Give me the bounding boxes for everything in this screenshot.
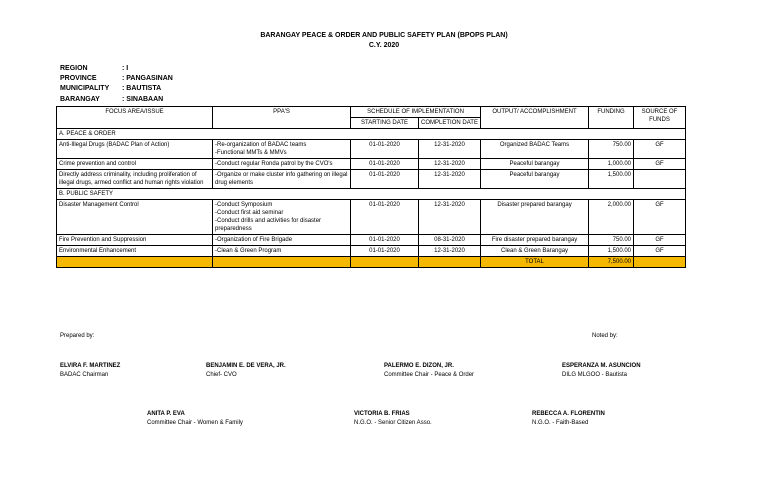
plan-table [56, 106, 686, 268]
signatory [384, 362, 474, 380]
total-label: TOTAL [481, 257, 589, 268]
funding-cell: 750.00 [589, 235, 634, 246]
total-value: 7,500.00 [589, 257, 634, 268]
signatory-name: ANITA P. EVA [147, 411, 185, 417]
completion-date-cell: 12-31-2020 [419, 246, 481, 257]
output-cell: Fire disaster prepared barangay [481, 235, 589, 246]
ppas-cell [213, 140, 351, 159]
ppa-line: -Conduct first aid seminar [215, 210, 284, 216]
signatory-role: Chief- CVO [206, 372, 237, 378]
focus-cell: Fire Prevention and Suppression [57, 235, 213, 246]
section-row-b [57, 189, 686, 200]
funding-cell: 1,500.00 [589, 246, 634, 257]
total-empty-cell [419, 257, 481, 268]
output-cell: Clean & Green Barangay [481, 246, 589, 257]
completion-date-cell: 12-31-2020 [419, 159, 481, 170]
completion-date-cell: 08-31-2020 [419, 235, 481, 246]
header-completion: COMPLETION DATE [419, 118, 481, 129]
signatory-name: BENJAMIN E. DE VERA, JR. [206, 363, 286, 369]
info-label: MUNICIPALITY [60, 85, 110, 92]
signatory [562, 362, 641, 380]
section-b-label: B. PUBLIC SAFETY [57, 189, 686, 200]
total-empty-cell [351, 257, 419, 268]
ppa-line: -Conduct regular Ronda patrol by the CVO's [215, 161, 333, 167]
total-empty-cell [634, 257, 686, 268]
source-cell: GF [634, 235, 686, 246]
ppas-cell [213, 246, 351, 257]
source-cell: GF [634, 246, 686, 257]
signatory-name: VICTORIA B. FRIAS [354, 411, 410, 417]
prepared-by-label: Prepared by: [60, 333, 95, 339]
source-cell: GF [634, 200, 686, 235]
signatory-name: REBECCA A. FLORENTIN [532, 411, 605, 417]
completion-date-cell: 12-31-2020 [419, 170, 481, 189]
signatory [60, 362, 120, 380]
info-value: : SINABAAN [122, 96, 164, 103]
header-source: SOURCE OF FUNDS [634, 107, 686, 129]
info-value: : PANGASINAN [122, 75, 173, 82]
focus-cell: Anti-Illegal Drugs (BADAC Plan of Action) [57, 140, 213, 159]
document-year: C.Y. 2020 [368, 42, 400, 49]
ppa-line: -Conduct drills and activities for disaster preparedness [215, 218, 322, 232]
table-row [57, 235, 686, 246]
output-cell: Organized BADAC Teams [481, 140, 589, 159]
info-region [60, 65, 128, 72]
start-date-cell: 01-01-2020 [351, 140, 419, 159]
signatory-role: DILG MLGOO - Bautista [562, 372, 628, 378]
table-header-row [57, 107, 686, 118]
funding-cell: 2,000.00 [589, 200, 634, 235]
source-cell: GF [634, 140, 686, 159]
ppa-line: -Functional MMTs & MMVs [215, 150, 287, 156]
ppas-cell [213, 200, 351, 235]
signatory [147, 410, 243, 428]
signatory-role: BADAC Chairman [60, 372, 109, 378]
start-date-cell: 01-01-2020 [351, 246, 419, 257]
info-label: REGION [60, 65, 88, 72]
document-title: BARANGAY PEACE & ORDER AND PUBLIC SAFETY PLAN (BPOPS PLAN) [260, 32, 508, 39]
header-output: OUTPUT/ ACCOMPLISHMENT [481, 107, 589, 129]
ppa-line: -Conduct Symposium [215, 202, 273, 208]
total-empty-cell [57, 257, 213, 268]
info-label: PROVINCE [60, 75, 97, 82]
ppa-line: -Organize or make cluster info gathering on illegal drug elements [215, 172, 348, 186]
header-start: STARTING DATE [351, 118, 419, 129]
ppa-line: -Organization of Fire Brigade [215, 237, 293, 243]
source-cell: GF [634, 159, 686, 170]
table-row [57, 200, 686, 235]
signatory-role: Committee Chair - Women & Family [147, 420, 243, 426]
output-cell: Disaster prepared barangay [481, 200, 589, 235]
noted-by-label: Noted by: [592, 333, 618, 339]
focus-cell: Disaster Management Control [57, 200, 213, 235]
info-value: : I [122, 65, 129, 72]
section-b-body [57, 200, 686, 257]
table-row [57, 170, 686, 189]
table-row [57, 246, 686, 257]
output-cell: Peaceful barangay [481, 159, 589, 170]
table-row [57, 140, 686, 159]
ppas-cell [213, 235, 351, 246]
ppa-line: -Re-organization of BADAC teams [215, 142, 307, 148]
info-barangay [60, 96, 163, 103]
start-date-cell: 01-01-2020 [351, 159, 419, 170]
focus-cell: Crime prevention and control [57, 159, 213, 170]
signatory-role: N.G.O. - Faith-Based [532, 420, 589, 426]
funding-cell: 1,500.00 [589, 170, 634, 189]
signatory [206, 362, 286, 380]
info-label: BARANGAY [60, 96, 100, 103]
completion-date-cell: 12-31-2020 [419, 140, 481, 159]
info-province [60, 75, 173, 82]
output-cell: Peaceful barangay [481, 170, 589, 189]
info-value: : BAUTISTA [122, 85, 162, 92]
section-row-a [57, 129, 686, 140]
focus-cell: Directly address criminality, including proliferation of illegal drugs, armed conflict and human rights violation [57, 170, 213, 189]
signatory-role: N.G.O. - Senior Citizen Asso. [354, 420, 432, 426]
signatory [532, 410, 605, 428]
funding-cell: 1,000.00 [589, 159, 634, 170]
info-municipality [60, 85, 161, 92]
start-date-cell: 01-01-2020 [351, 200, 419, 235]
header-focus: FOCUS AREA/ISSUE [57, 107, 213, 129]
completion-date-cell: 12-31-2020 [419, 200, 481, 235]
total-empty-cell [213, 257, 351, 268]
header-funding: FUNDING [589, 107, 634, 129]
ppas-cell [213, 159, 351, 170]
start-date-cell: 01-01-2020 [351, 235, 419, 246]
signatory-name: ESPERANZA M. ASUNCION [562, 363, 641, 369]
table-row [57, 159, 686, 170]
header-schedule: SCHEDULE OF IMPLEMENTATION [351, 107, 481, 118]
section-a-label: A. PEACE & ORDER [57, 129, 686, 140]
signatory-name: PALERMO E. DIZON, JR. [384, 363, 454, 369]
source-cell [634, 170, 686, 189]
start-date-cell: 01-01-2020 [351, 170, 419, 189]
funding-cell: 750.00 [589, 140, 634, 159]
section-a-body [57, 140, 686, 189]
signatory [354, 410, 432, 428]
signatory-name: ELVIRA F. MARTINEZ [60, 363, 121, 369]
ppas-cell [213, 170, 351, 189]
focus-cell: Environmental Enhancement [57, 246, 213, 257]
signatory-role: Committee Chair - Peace & Order [384, 372, 475, 378]
total-row [57, 257, 686, 268]
ppa-line: -Clean & Green Program [215, 248, 282, 254]
header-ppas: PPA'S [213, 107, 351, 129]
